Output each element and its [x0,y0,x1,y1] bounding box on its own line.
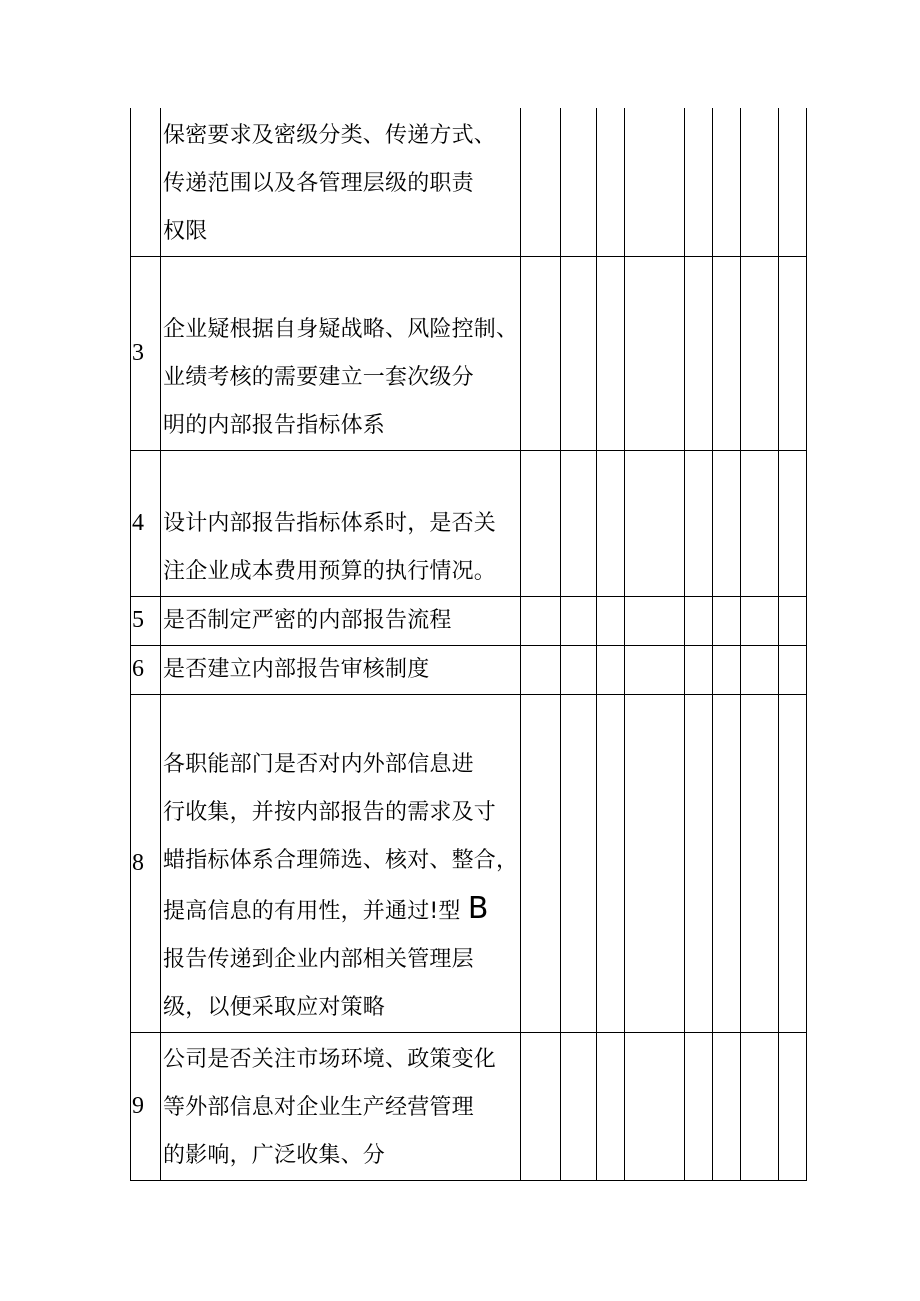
row-number: 3 [131,256,161,450]
check-cell[interactable] [625,596,685,645]
check-cell[interactable] [741,694,779,1032]
item-line: 注企业成本费用预算的执行情况。 [163,558,497,584]
check-cell[interactable] [597,1032,625,1180]
check-cell[interactable] [561,1032,597,1180]
check-cell[interactable] [713,694,741,1032]
row-number: 4 [131,450,161,596]
item-line: 行收集，并按内部报告的需求及寸 [163,799,497,825]
item-line: 保密要求及密级分类、传递方式、 [163,122,497,148]
check-cell[interactable] [597,596,625,645]
check-cell[interactable] [521,694,561,1032]
row-item-text [161,108,521,256]
check-cell[interactable] [625,450,685,596]
check-cell[interactable] [741,108,779,256]
check-cell[interactable] [713,596,741,645]
item-line: 是否建立内部报告审核制度 [163,656,430,682]
row-number: 8 [131,694,161,1032]
row-item-text [161,694,521,1032]
item-line-big-char: B [467,890,489,926]
check-cell[interactable] [685,256,713,450]
item-line: 权限 [163,218,208,244]
row-item-text [161,596,521,645]
check-cell[interactable] [779,450,807,596]
check-cell[interactable] [685,108,713,256]
check-cell[interactable] [685,596,713,645]
item-line: 各职能部门是否对内外部信息进 [163,751,474,777]
check-cell[interactable] [521,645,561,694]
check-cell[interactable] [597,108,625,256]
check-cell[interactable] [561,108,597,256]
item-line: 企业疑根据自身疑战略、风险控制、 [163,316,519,342]
item-line: 的影响，广泛收集、分 [163,1142,386,1168]
check-cell[interactable] [561,450,597,596]
check-cell[interactable] [779,108,807,256]
check-cell[interactable] [561,694,597,1032]
table-row [131,256,807,450]
check-cell[interactable] [521,108,561,256]
item-line: 明的内部报告指标体系 [163,412,386,438]
check-cell[interactable] [561,256,597,450]
item-line-text: 提高信息的有用性，并通过!型 [163,898,461,924]
item-line: 设计内部报告指标体系时，是否关 [163,510,497,536]
table-row [131,645,807,694]
check-cell[interactable] [561,645,597,694]
table-row [131,450,807,596]
item-line: 等外部信息对企业生产经营管理 [163,1094,474,1120]
table-row [131,694,807,1032]
check-cell[interactable] [685,1032,713,1180]
check-cell[interactable] [713,645,741,694]
item-line: 报告传递到企业内部相关管理层 [163,946,474,972]
internal-report-checklist-table [130,108,807,1181]
row-number [131,108,161,256]
check-cell[interactable] [521,256,561,450]
item-line: 级，以便采取应对策略 [163,994,386,1020]
item-line: 是否制定严密的内部报告流程 [163,607,452,633]
check-cell[interactable] [625,645,685,694]
check-cell[interactable] [741,256,779,450]
check-cell[interactable] [625,108,685,256]
check-cell[interactable] [741,596,779,645]
check-cell[interactable] [713,450,741,596]
check-cell[interactable] [597,694,625,1032]
check-cell[interactable] [625,694,685,1032]
check-cell[interactable] [597,645,625,694]
check-cell[interactable] [779,645,807,694]
check-cell[interactable] [713,108,741,256]
row-item-text [161,645,521,694]
item-line: 蜡指标体系合理筛选、核对、整合， [163,847,519,873]
row-number: 9 [131,1032,161,1180]
check-cell[interactable] [685,694,713,1032]
row-number: 5 [131,596,161,645]
check-cell[interactable] [521,596,561,645]
check-cell[interactable] [625,1032,685,1180]
item-line [163,885,518,936]
check-cell[interactable] [625,256,685,450]
check-cell[interactable] [713,1032,741,1180]
check-cell[interactable] [713,256,741,450]
item-line: 业绩考核的需要建立一套次级分 [163,364,474,390]
row-item-text [161,1032,521,1180]
table-row [131,1032,807,1180]
table-row [131,596,807,645]
table-row [131,108,807,256]
check-cell[interactable] [597,450,625,596]
check-cell[interactable] [521,450,561,596]
check-cell[interactable] [741,645,779,694]
check-cell[interactable] [741,450,779,596]
check-cell[interactable] [685,645,713,694]
check-cell[interactable] [561,596,597,645]
check-cell[interactable] [597,256,625,450]
row-item-text [161,450,521,596]
item-line: 传递范围以及各管理层级的职责 [163,170,474,196]
check-cell[interactable] [779,596,807,645]
row-number: 6 [131,645,161,694]
check-cell[interactable] [521,1032,561,1180]
check-cell[interactable] [779,1032,807,1180]
row-item-text [161,256,521,450]
check-cell[interactable] [779,256,807,450]
check-cell[interactable] [741,1032,779,1180]
check-cell[interactable] [685,450,713,596]
check-cell[interactable] [779,694,807,1032]
item-line: 公司是否关注市场环境、政策变化 [163,1046,497,1072]
